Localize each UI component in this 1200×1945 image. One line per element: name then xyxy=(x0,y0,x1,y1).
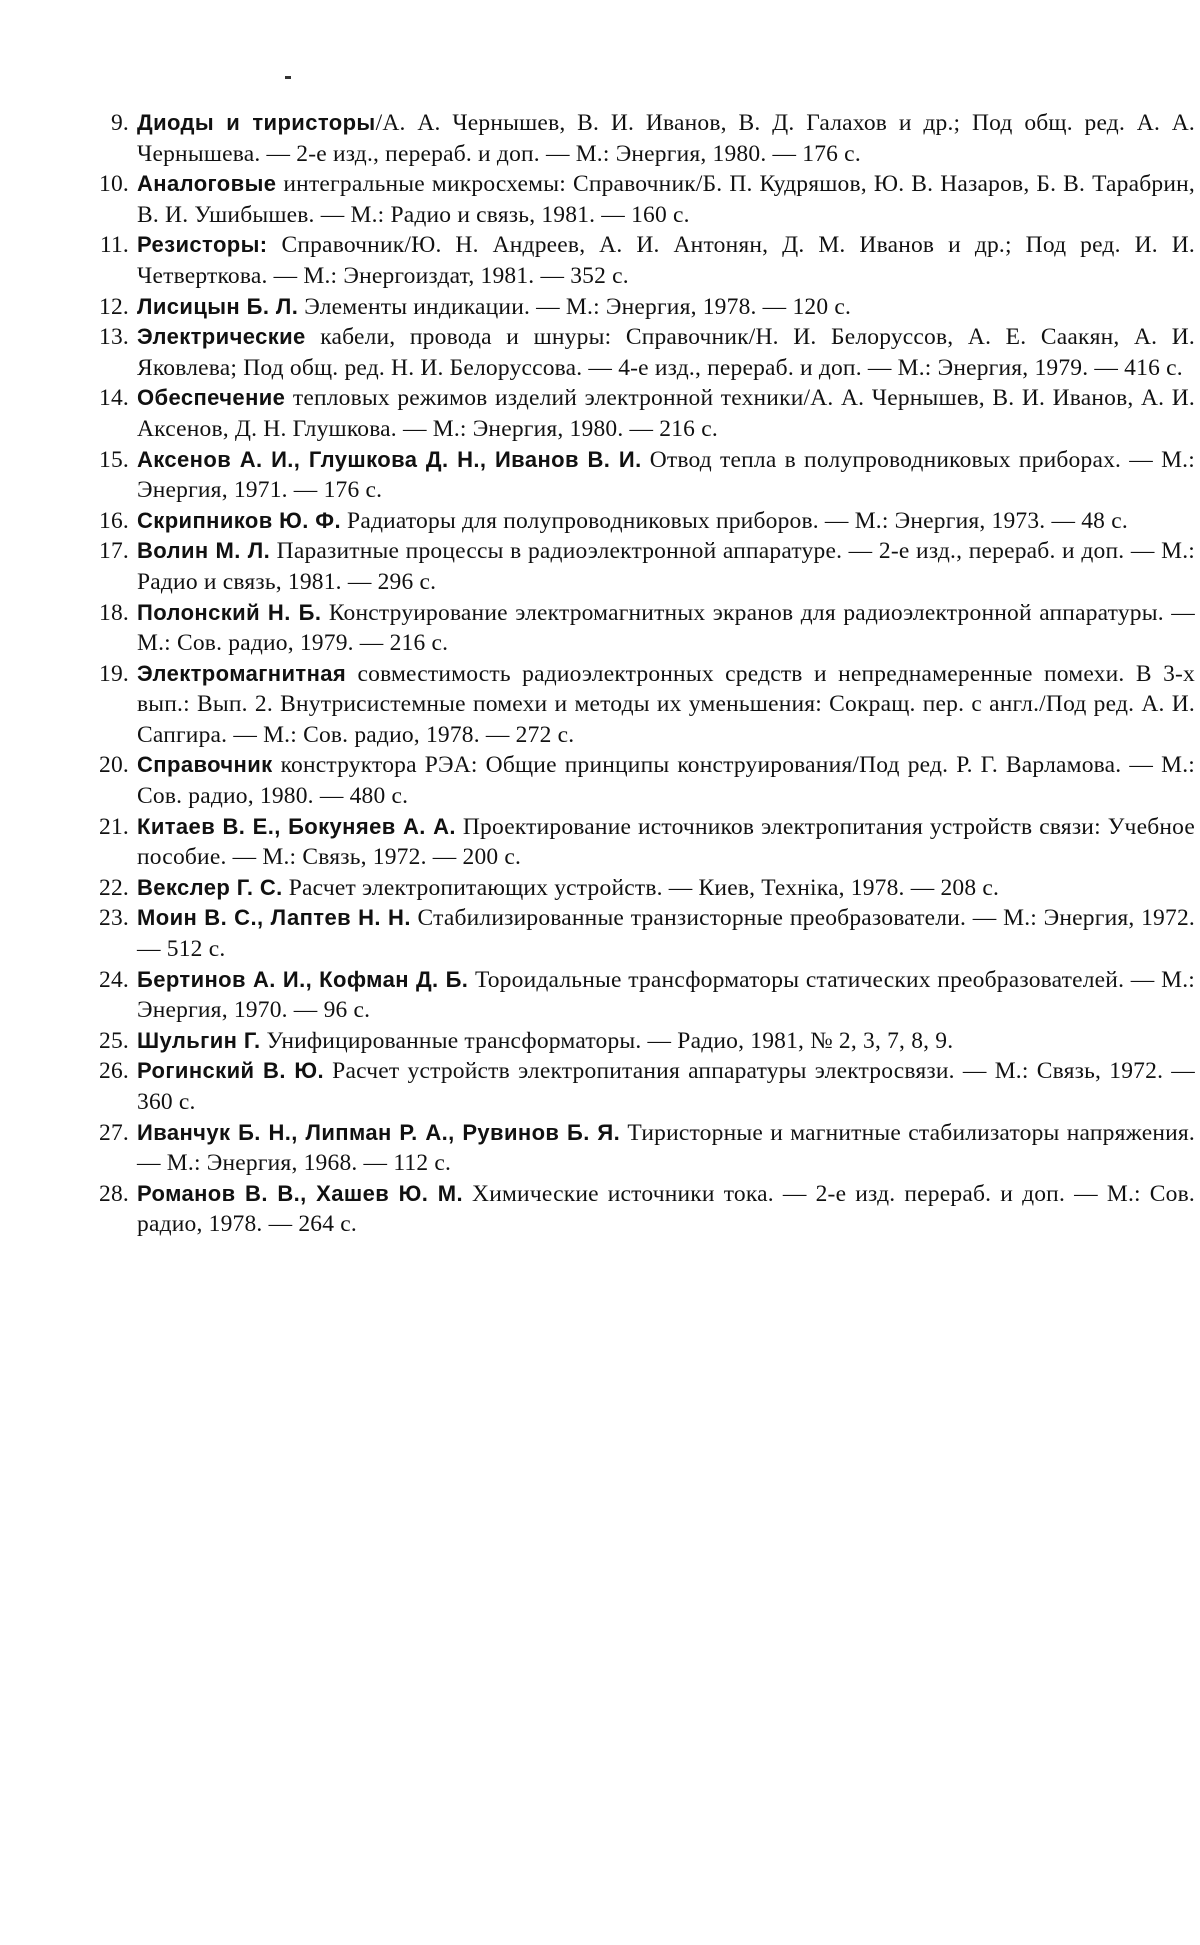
reference-item xyxy=(95,383,1195,444)
reference-number: 15. xyxy=(99,446,129,473)
reference-text: Отвод тепла в полупроводниковых приборах. — М.: Энергия, 1971. — 176 с. xyxy=(137,446,1195,504)
reference-number: 16. xyxy=(99,507,129,534)
reference-lead: Справочник xyxy=(137,752,273,778)
reference-text: конструктора РЭА: Общие принципы конструирования/Под ред. Р. Г. Варламова. — М.: Сов. радио, 1980. — 480 с. xyxy=(137,752,1195,810)
reference-text: Справочник/Ю. Н. Андреев, А. И. Антонян, Д. М. Иванов и др.; Под ред. И. И. Четверткова. — М.: Энергоиздат, 1981. — 352 с. xyxy=(137,232,1195,289)
reference-item xyxy=(95,903,1195,964)
reference-item xyxy=(95,108,1195,169)
reference-list xyxy=(95,108,1195,1240)
reference-item xyxy=(95,873,1195,904)
reference-lead: Полонский Н. Б. xyxy=(137,599,322,625)
reference-text: совместимость радиоэлектронных средств и непреднамеренные помехи. В 3-х вып.: Вып. 2. Внутрисистемные помехи и методы их уменьшения: Сокращ. пер. с англ./Под ред. А. И. Сапгира. — М.: Сов. радио, 1978. — 272 с. xyxy=(137,660,1195,748)
reference-text: тепловых режимов изделий электронной техники/А. А. Чернышев, В. И. Иванов, А. И. Аксенов, Д. Н. Глушкова. — М.: Энергия, 1980. — 216 с. xyxy=(137,385,1195,442)
reference-text: Стабилизированные транзисторные преобразователи. — М.: Энергия, 1972. — 512 с. xyxy=(137,905,1195,963)
reference-item xyxy=(95,536,1195,597)
reference-lead: Бертинов А. И., Кофман Д. Б. xyxy=(137,966,469,992)
reference-text: Расчет электропитающих устройств. — Киев, Технiка, 1978. — 208 с. xyxy=(282,874,1000,901)
reference-item xyxy=(95,1118,1195,1179)
reference-item xyxy=(95,1056,1195,1117)
reference-number: 27. xyxy=(99,1119,129,1146)
reference-text: Радиаторы для полупроводниковых приборов. — М.: Энергия, 1973. — 48 с. xyxy=(340,507,1128,534)
reference-lead: Электромагнитная xyxy=(137,660,347,686)
reference-lead: Китаев В. Е., Бокуняев А. А. xyxy=(137,813,456,839)
reference-item xyxy=(95,750,1195,811)
reference-number: 19. xyxy=(99,660,129,687)
reference-item xyxy=(95,445,1195,506)
reference-item xyxy=(95,1179,1195,1240)
reference-item xyxy=(95,322,1195,383)
reference-lead: Иванчук Б. Н., Липман Р. А., Рувинов Б. Я. xyxy=(137,1119,621,1145)
reference-number: 9. xyxy=(110,110,129,136)
reference-text: Расчет устройств электропитания аппаратуры электросвязи. — М.: Связь, 1972. — 360 с. xyxy=(137,1058,1195,1115)
reference-lead: Волин М. Л. xyxy=(137,538,271,564)
reference-lead: Обеспечение xyxy=(137,385,286,411)
reference-lead: Романов В. В., Хашев Ю. М. xyxy=(137,1180,463,1206)
reference-text: Химические источники тока. — 2-е изд. перераб. и доп. — М.: Сов. радио, 1978. — 264 с. xyxy=(137,1180,1195,1238)
reference-text: Паразитные процессы в радиоэлектронной аппаратуре. — 2-е изд., перераб. и доп. — М.: Радио и связь, 1981. — 296 с. xyxy=(137,538,1195,595)
reference-item xyxy=(95,1026,1195,1057)
reference-number: 21. xyxy=(99,813,129,840)
reference-item xyxy=(95,659,1195,751)
reference-item xyxy=(95,598,1195,659)
reference-number: 22. xyxy=(99,874,129,901)
reference-text: Тиристорные и магнитные стабилизаторы напряжения. — М.: Энергия, 1968. — 112 с. xyxy=(137,1119,1195,1177)
reference-item xyxy=(95,506,1195,537)
reference-item xyxy=(95,965,1195,1026)
reference-item xyxy=(95,230,1195,291)
reference-item xyxy=(95,169,1195,230)
reference-number: 24. xyxy=(99,966,129,993)
reference-lead: Резисторы: xyxy=(137,232,268,258)
reference-lead: Электрические xyxy=(137,324,306,350)
reference-number: 17. xyxy=(99,538,129,565)
reference-text: интегральные микросхемы: Справочник/Б. П. Кудряшов, Ю. В. Назаров, Б. В. Тарабрин, В. И. Ушибышев. — М.: Радио и связь, 1981. — 160 с. xyxy=(137,171,1195,228)
reference-lead: Шульгин Г. xyxy=(137,1027,261,1053)
reference-lead: Лисицын Б. Л. xyxy=(137,293,299,319)
reference-text: кабели, провода и шнуры: Справочник/Н. И. Белоруссов, А. Е. Саакян, А. И. Яковлева; Под общ. ред. Н. И. Белоруссова. — 4-е изд., перераб. и доп. — М.: Энергия, 1979. — 416 с. xyxy=(137,324,1195,381)
reference-number: 14. xyxy=(99,385,129,412)
reference-text: Унифицированные трансформаторы. — Радио, 1981, № 2, 3, 7, 8, 9. xyxy=(260,1027,954,1054)
reference-text: Тороидальные трансформаторы статических преобразователей. — М.: Энергия, 1970. — 96 с. xyxy=(137,966,1196,1024)
reference-text: Конструирование электромагнитных экранов для радиоэлектронной аппаратуры. — М.: Сов. радио, 1979. — 216 с. xyxy=(137,599,1195,657)
reference-number: 28. xyxy=(99,1180,129,1207)
reference-lead: Моин В. С., Лаптев Н. Н. xyxy=(137,905,411,931)
reference-lead: Аналоговые xyxy=(137,171,277,197)
reference-lead: Аксенов А. И., Глушкова Д. Н., Иванов В. И. xyxy=(137,446,642,472)
reference-lead: Рогинский В. Ю. xyxy=(137,1058,325,1084)
reference-lead: Диоды и тиристоры xyxy=(137,110,376,135)
reference-lead: Векслер Г. С. xyxy=(137,874,283,900)
reference-item xyxy=(95,292,1195,323)
reference-lead: Скрипников Ю. Ф. xyxy=(137,507,341,533)
reference-text: Проектирование источников электропитания устройств связи: Учебное пособие. — М.: Связь, 1972. — 200 с. xyxy=(137,813,1195,871)
reference-item xyxy=(95,812,1195,873)
reference-number: 11. xyxy=(99,232,129,259)
reference-number: 25. xyxy=(99,1027,129,1054)
reference-number: 10. xyxy=(99,171,129,198)
reference-number: 20. xyxy=(99,752,129,779)
page-mark xyxy=(285,76,291,79)
reference-text: Элементы индикации. — М.: Энергия, 1978. — 120 с. xyxy=(298,293,852,320)
reference-number: 23. xyxy=(99,905,129,932)
reference-number: 18. xyxy=(99,599,129,626)
reference-text: /А. А. Чернышев, В. И. Иванов, В. Д. Галахов и др.; Под общ. ред. А. А. Чернышева. — 2-е изд., перераб. и доп. — М.: Энергия, 1980. — 176 с. xyxy=(137,110,1196,167)
reference-number: 13. xyxy=(99,324,129,351)
reference-number: 12. xyxy=(99,293,129,320)
reference-number: 26. xyxy=(99,1058,129,1085)
